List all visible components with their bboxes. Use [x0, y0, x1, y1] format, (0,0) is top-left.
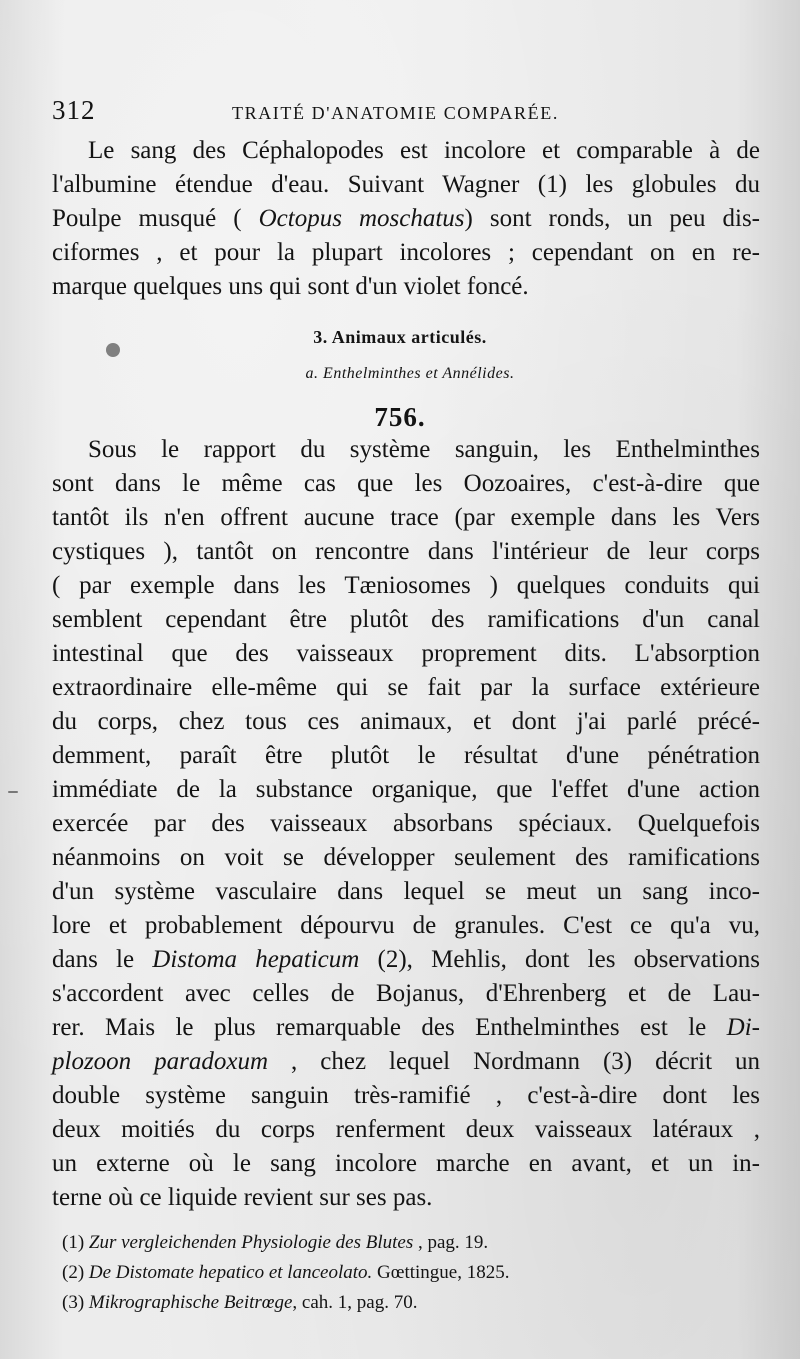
text-line: l'albumine étendue d'eau. Suivant Wagner (1) les globules du — [52, 171, 760, 198]
running-title: TRAITÉ D'ANATOMIE COMPARÉE. — [232, 103, 559, 123]
footnote-2: (2) De Distomate hepatico et lanceolato. Gœttingue, 1825. — [62, 1262, 510, 1283]
text-line: demment, paraît être plutôt le résultat d'une pénétration — [52, 742, 760, 769]
text-line: Poulpe musqué ( Octopus moschatus) sont ronds, un peu dis- — [52, 205, 761, 232]
text-line: d'un système vasculaire dans lequel se meut un sang inco- — [52, 878, 760, 905]
text-line: double système sanguin très-ramifié , c'est-à-dire dont les — [52, 1082, 760, 1109]
text-line: tantôt ils n'en offrent aucune trace (par exemple dans les Vers — [52, 504, 760, 531]
text-line: sont dans le même cas que les Oozoaires, c'est-à-dire que — [52, 470, 760, 497]
text-line: du corps, chez tous ces animaux, et dont j'ai parlé précé- — [52, 708, 760, 735]
text-line: plozoon paradoxum , chez lequel Nordmann (3) décrit un — [52, 1048, 760, 1075]
text-line: Le sang des Céphalopodes est incolore et comparable à de — [88, 137, 760, 164]
text-line: cystiques ), tantôt on rencontre dans l'intérieur de leur corps — [52, 538, 760, 565]
page-number: 312 — [52, 95, 96, 125]
text-line: dans le Distoma hepaticum (2), Mehlis, dont les observations — [52, 946, 760, 973]
text-line: néanmoins on voit se développer seulement des ramifications — [52, 844, 760, 871]
text-line: ( par exemple dans les Tæniosomes ) quelques conduits qui — [52, 572, 760, 599]
text-line: intestinal que des vaisseaux proprement dits. L'absorption — [52, 640, 760, 667]
text-line: exercée par des vaisseaux absorbans spéciaux. Quelquefois — [52, 810, 760, 837]
ink-blot — [106, 343, 120, 357]
text-line: immédiate de la substance organique, que l'effet d'une action — [52, 776, 760, 803]
text-line: deux moitiés du corps renferment deux vaisseaux latéraux , — [52, 1116, 760, 1143]
text-line: lore et probablement dépourvu de granules. C'est ce qu'a vu, — [52, 912, 760, 939]
text-line: marque quelques uns qui sont d'un violet foncé. — [52, 273, 529, 300]
subsection-heading: a. Enthelminthes et Annélides. — [305, 365, 515, 382]
ink-mark — [8, 791, 18, 793]
text-line: semblent cependant être plutôt des ramifications d'un canal — [52, 606, 760, 633]
text-line: ciformes , et pour la plupart incolores ; cependant on en re- — [52, 239, 760, 266]
text-line: extraordinaire elle-même qui se fait par la surface extérieure — [52, 674, 760, 701]
text-line: rer. Mais le plus remarquable des Enthelminthes est le Di- — [52, 1014, 760, 1041]
footnote-3: (3) Mikrographische Beitrœge, cah. 1, pag. 70. — [62, 1292, 418, 1313]
footnote-1: (1) Zur vergleichenden Physiologie des Blutes , pag. 19. — [62, 1232, 489, 1253]
text-line: Sous le rapport du système sanguin, les Enthelminthes — [88, 436, 760, 463]
text-line: s'accordent avec celles de Bojanus, d'Ehrenberg et de Lau- — [52, 980, 760, 1007]
running-head — [52, 95, 752, 129]
text-line: un externe où le sang incolore marche en avant, et un in- — [52, 1150, 760, 1177]
text-line: terne où ce liquide revient sur ses pas. — [52, 1184, 433, 1211]
section-number: 756. — [374, 402, 426, 432]
section-heading: 3. Animaux articulés. — [313, 327, 487, 347]
